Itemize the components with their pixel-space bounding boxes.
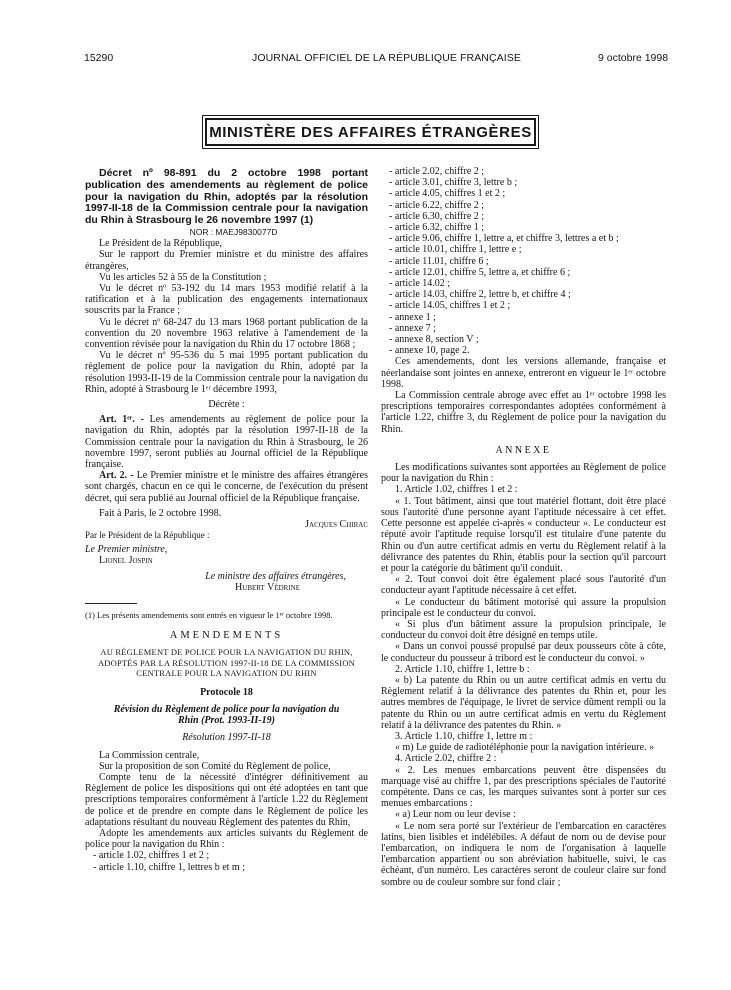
article-1-label: Art. 1ᵉʳ. - (99, 414, 144, 426)
president-signature: Jacques Chirac (305, 519, 368, 531)
annexe-paragraph: « b) La patente du Rhin ou un autre certificat admis en vertu du Règlement relatif à la délivrance des patentes du Rhin et, pour les autres membres de l'équipage, le livret de service dûment rempli ou la patente du Rhin ou un autre certificat admis en vertu du Règlement relatif à la délivrance des patentes du Rhin. » (381, 674, 666, 731)
protocole-heading: Protocole 18 (200, 686, 253, 698)
annexe-paragraph: « 2. Les menues embarcations peuvent être dispensées du marquage visé au chiffre 1, par des prescriptions spéciales de l'autorité compétente. Dans ce cas, les marques suivantes sont à porter sur ces menues embarcations : (381, 764, 666, 810)
article-list-item: - article 3.01, chiffre 3, lettre b ; (389, 177, 518, 189)
decree-paragraph: Sur le rapport du Premier ministre et du ministre des affaires étrangères, (85, 249, 368, 272)
page-number: 15290 (84, 52, 114, 64)
article-list-item: - article 6.32, chiffre 1 ; (389, 222, 485, 234)
annexe-paragraph: « Dans un convoi poussé propulsé par deux pousseurs côte à côte, le conducteur du pousseur à tribord est le conducteur du convoi. » (381, 641, 666, 664)
annexe-list-item: - annexe 8, section V ; (389, 334, 479, 346)
annexe-intro: Les modifications suivantes sont apportées au Règlement de police pour la navigation du Rhin : (381, 462, 666, 485)
article-2-label: Art. 2. - (99, 470, 134, 482)
article-list-item: - article 6.22, chiffre 2 ; (389, 199, 485, 211)
footnote: (1) Les présents amendements sont entrés en vigueur le 1ᵉʳ octobre 1998. (85, 610, 333, 621)
decree-paragraph: Vu les articles 52 à 55 de la Constitution ; (99, 271, 267, 283)
article-1-text: Les amendements au règlement de police pour la navigation du Rhin, adoptés par la résolution 1997-II-18 de la Commission centrale pour la navigation du Rhin à Strasbourg, le 26 novembre 1997, seront publiés au Journal officiel de la République française. (85, 414, 369, 471)
ministry-banner (205, 118, 536, 146)
annexe-paragraph: « a) Leur nom ou leur devise : (395, 809, 516, 821)
amendements-heading: AMENDEMENTS (169, 630, 284, 642)
article-list-item: - article 6.30, chiffre 2 ; (389, 210, 485, 222)
fait-a-paris: Fait à Paris, le 2 octobre 1998. (99, 507, 222, 519)
decree-paragraph: Vu le décret nº 68-247 du 13 mars 1968 portant publication de la convention du 20 novembre 1963 relative à l'amendement de la convention révisée pour la navigation du Rhin du 17 octobre 1868 ; (85, 316, 368, 351)
footnote-rule (85, 603, 137, 604)
decree-paragraph: Vu le décret nº 95-536 du 5 mai 1995 portant publication du règlement de police pour la navigation du Rhin, adopté par la résolution 1993-II-19 de la Commission centrale pour la navigation du Rhin, adopté à Strasbourg le 1ᵉʳ décembre 1993, (85, 350, 368, 395)
article-list-item: - article 12.01, chiffre 5, lettre a, et chiffre 6 ; (389, 266, 571, 278)
article-list-item: - article 2.02, chiffre 2 ; (389, 166, 485, 177)
article-list-item: - article 10.01, chiffre 1, lettre e ; (389, 244, 522, 256)
premier-ministre-title: Le Premier ministre, (85, 544, 168, 556)
premier-ministre-signature: Lionel Jospin (99, 555, 153, 567)
article-list-item: - article 14.02 ; (389, 278, 451, 290)
amendement-paragraph: Adopte les amendements aux articles suivants du Règlement de police pour la navigation du Rhin : (85, 828, 368, 851)
annexe-heading: ANNEXE (495, 444, 552, 456)
annexe-paragraph: « Le conducteur du bâtiment motorisé qui assure la propulsion principale est le conducteur du convoi. (381, 596, 666, 619)
annexe-list-item: - annexe 7 ; (389, 322, 436, 334)
annexe-paragraph: « Si plus d'un bâtiment assure la propulsion principale, le conducteur du convoi doit être désigné en temps utile. (381, 618, 666, 642)
article-list-item: - article 1.10, chiffre 1, lettres b et m ; (93, 861, 245, 873)
ministre-signature: Hubert Védrine (235, 581, 300, 593)
annexe-list-item: - annexe 1 ; (389, 311, 436, 323)
annexe-paragraph: 1. Article 1.02, chiffres 1 et 2 : (395, 484, 518, 496)
amendement-paragraph: Sur la proposition de son Comité du Règlement de police, (99, 760, 331, 772)
article-list-item: - article 14.05, chiffres 1 et 2 ; (389, 300, 511, 312)
amendement-paragraph: La Commission centrale, (99, 749, 200, 761)
left-column (85, 168, 368, 873)
amendements-subheading: AU RÈGLEMENT DE POLICE POUR LA NAVIGATION DU RHIN, ADOPTÉS PAR LA RÉSOLUTION 1997-II-18 DE LA COMMISSION CENTRALE POUR LA NAVIGATION DU RHIN (97, 647, 356, 679)
annexe-paragraph: « 1. Tout bâtiment, ainsi que tout matériel flottant, doit être placé sous l'autorité d'une personne ayant l'aptitude nécessaire à cet effet. Cette personne est appelée ci-après « conducteur ». Le conducteur est réputé avoir l'aptitude requise lorsqu'il est titulaire d'une patente du Rhin ou d'un autre certificat admis en vertu du Règlement relatif à la délivrance des patentes du Rhin, établis pour la section qu'il parcourt et pour la catégorie du bâtiment qu'il conduit. (381, 495, 666, 574)
right-column (381, 166, 666, 888)
annexe-paragraph: « 2. Tout convoi doit être également placé sous l'autorité d'un conducteur ayant l'aptitude nécessaire à cet effet. (381, 574, 666, 597)
article-list-item: - article 9.06, chiffre 1, lettre a, et chiffre 3, lettres a et b ; (389, 233, 619, 245)
article-list-item: - article 11.01, chiffre 6 ; (389, 255, 489, 267)
body-paragraph: Ces amendements, dont les versions allemande, française et néerlandaise sont jointes en annexe, entreront en vigueur le 1ᵉʳ octobre 1998. (381, 356, 666, 390)
publication-date: 9 octobre 1998 (598, 52, 669, 64)
annexe-paragraph: « m) Le guide de radiotéléphonie pour la navigation intérieure. » (395, 742, 655, 754)
article-list-item: - article 1.02, chiffres 1 et 2 ; (93, 850, 210, 862)
amendement-paragraph: Compte tenu de la nécessité d'intégrer définitivement au Règlement de police les dispositions qui ont été adoptées en tant que prescriptions temporaires conformément à l'article 1.22 du Règlement de police et de prendre en compte dans le Règlement de police les adaptations résultant du nouveau Règlement des patentes du Rhin, (85, 772, 368, 828)
ministre-title: Le ministre des affaires étrangères, (205, 570, 346, 582)
decree-title: Décret nº 98-891 du 2 octobre 1998 portant publication des amendements au règlement de police pour la navigation du Rhin, adoptés par la résolution 1997-II-18 de la Commission centrale pour la navigation du Rhin à Strasbourg le 26 novembre 1997 (1) (85, 167, 368, 227)
article-2-text: Le Premier ministre et le ministre des affaires étrangères sont chargés, chacun en ce qui le concerne, de l'exécution du présent décret, qui sera publié au Journal officiel de la République française. (85, 470, 368, 504)
decrete-heading: Décrète : (208, 399, 245, 411)
annexe-paragraph: « Le nom sera porté sur l'extérieur de l'embarcation en caractères latins, bien lisibles et indélébiles. A défaut de nom ou de devise pour l'embarcation, on indiquera le nom de l'organisation à laquelle l'embarcation appartient ou son abréviation habituelle, suivi, le cas échéant, d'un numéro. Les caractères seront de couleur claire sur fond sombre ou de couleur sombre sur fond clair ; (381, 820, 666, 888)
annexe-paragraph: 4. Article 2.02, chiffre 2 : (395, 753, 497, 765)
nor-reference: NOR : MAEJ9830077D (189, 226, 278, 237)
decree-paragraph: Vu le décret nº 53-192 du 14 mars 1953 modifié relatif à la ratification et à la publication des engagements internationaux souscrits par la France ; (85, 283, 368, 317)
annexe-paragraph: 3. Article 1.10, chiffre 1, lettre m : (395, 730, 533, 742)
annexe-list-item: - annexe 10, page 2. (389, 345, 470, 357)
par-le-president: Par le Président de la République : (85, 530, 210, 541)
journal-title: JOURNAL OFFICIEL DE LA RÉPUBLIQUE FRANÇAISE (252, 52, 521, 64)
article-list-item: - article 4.05, chiffres 1 et 2 ; (389, 188, 506, 200)
annexe-paragraph: 2. Article 1.10, chiffre 1, lettre b : (395, 663, 530, 675)
revision-heading: Révision du Règlement de police pour la navigation du Rhin (Prot. 1993-II-19) (113, 703, 340, 727)
body-paragraph: La Commission centrale abroge avec effet au 1ᵉʳ octobre 1998 les prescriptions temporaires correspondantes adoptées conformément à l'article 1.22, chiffre 3, du Règlement de police pour la navigation du Rhin. (381, 390, 666, 435)
ministry-title: MINISTÈRE DES AFFAIRES ÉTRANGÈRES (209, 123, 532, 141)
article-2 (85, 470, 368, 504)
article-1 (85, 414, 368, 470)
decree-paragraph: Le Président de la République, (99, 238, 223, 250)
resolution-heading: Résolution 1997-II-18 (182, 732, 271, 744)
article-list-item: - article 14.03, chiffre 2, lettre b, et chiffre 4 ; (389, 289, 571, 301)
